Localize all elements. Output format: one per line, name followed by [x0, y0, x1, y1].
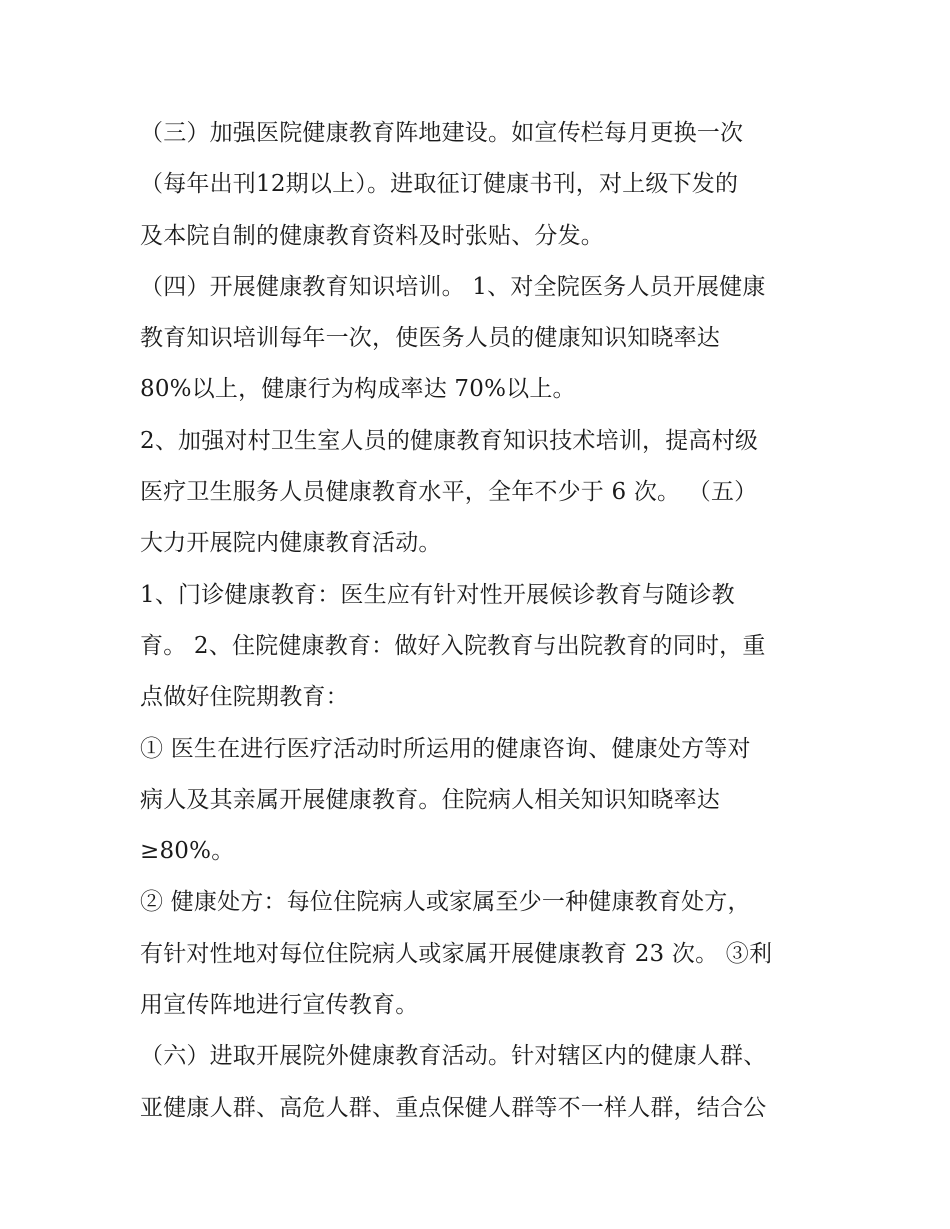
text-line: 及本院自制的健康教育资料及时张贴、分发。	[140, 222, 604, 249]
text-line: 有针对性地对每位住院病人或家属开展健康教育 23 次。 ③利	[140, 940, 773, 967]
text-line: 2、加强对村卫生室人员的健康教育知识技术培训，提高村级	[140, 427, 759, 454]
text-line: 医疗卫生服务人员健康教育水平，全年不少于 6 次。 （五）	[140, 479, 758, 506]
text-line: 用宣传阵地进行宣传教育。	[140, 992, 419, 1019]
text-line: ≥80%。	[140, 838, 235, 865]
text-line: （四）开展健康教育知识培训。 1、对全院医务人员开展健康	[140, 273, 766, 300]
text-line: 育。 2、住院健康教育：做好入院教育与出院教育的同时，重	[140, 632, 766, 659]
text-line: 教育知识培训每年一次，使医务人员的健康知识知晓率达	[140, 325, 720, 352]
text-line: 1、门诊健康教育：医生应有针对性开展候诊教育与随诊教	[140, 581, 735, 608]
text-line: 80%以上，健康行为构成率达 70%以上。	[140, 376, 576, 403]
text-line: 大力开展院内健康教育活动。	[140, 530, 442, 557]
text-line: 亚健康人群、高危人群、重点保健人群等不一样人群，结合公	[140, 1094, 767, 1121]
text-line: ① 医生在进行医疗活动时所运用的健康咨询、健康处方等对	[140, 735, 751, 762]
text-line: ② 健康处方：每位住院病人或家属至少一种健康教育处方，	[140, 889, 751, 916]
body-text	[140, 108, 830, 1134]
text-line: （六）进取开展院外健康教育活动。针对辖区内的健康人群、	[140, 1043, 767, 1070]
text-line: 病人及其亲属开展健康教育。住院病人相关知识知晓率达	[140, 786, 720, 813]
text-line: （三）加强医院健康教育阵地建设。如宣传栏每月更换一次	[140, 120, 744, 146]
text-line: （每年出刊12期以上）。进取征订健康书刊，对上级下发的	[140, 171, 739, 198]
text-line: 点做好住院期教育：	[140, 684, 349, 711]
